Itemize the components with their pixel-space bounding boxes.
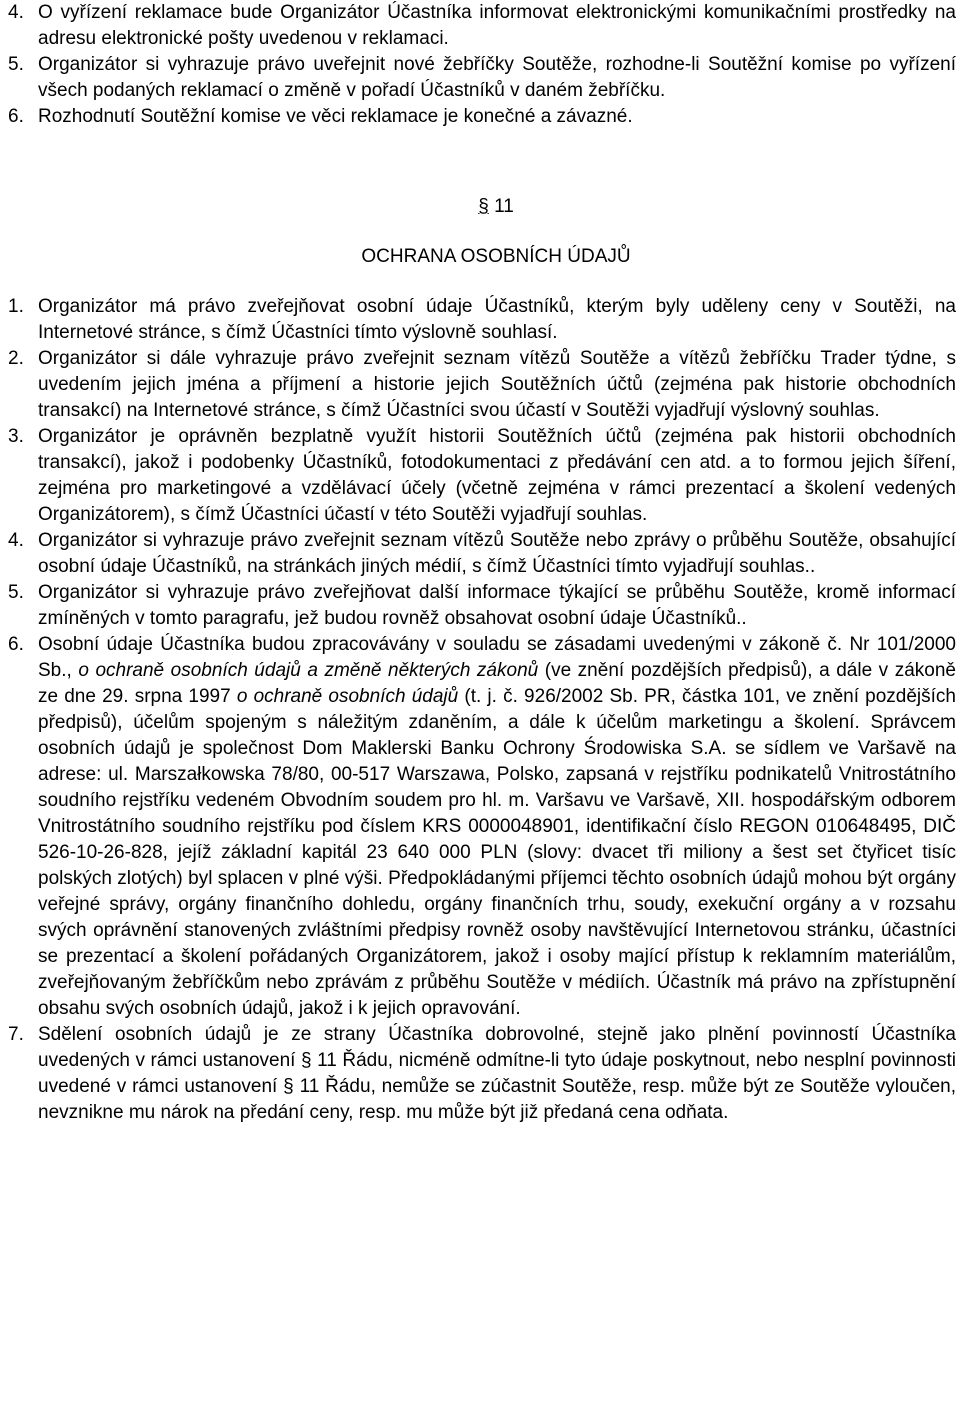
list-item-number: 7. xyxy=(8,1024,24,1045)
list-item xyxy=(8,424,956,528)
text-part: Osobní údaje Účastníka budou zpracovávány v souladu se zásadami uvedenými v zákoně č. Nr 101/2000 Sb., xyxy=(38,634,956,681)
list-item xyxy=(8,346,956,424)
list-item-number: 2. xyxy=(8,348,24,369)
list-item-text xyxy=(38,632,956,1022)
list-item-text: Organizátor si dále vyhrazuje právo zveřejnit seznam vítězů Soutěže a vítězů žebříčku Trader týdne, s uvedením jejich jména a příjmení a historie jejich Soutěžních účtů (zejména pak historie obchodních transakcí) na Internetové stránce, s čímž Účastníci svou účastí v Soutěži vyjadřují výslovný souhlas. xyxy=(38,348,956,421)
section-sign: § xyxy=(478,196,489,217)
list-item-number: 3. xyxy=(8,426,24,447)
list-item-text: Sdělení osobních údajů je ze strany Účastníka dobrovolné, stejně jako plnění povinností Účastníka uvedených v rámci ustanovení § 11 Řádu, nicméně odmítne-li tyto údaje poskytnout, nebo nesplní povinnosti uvedené v rámci ustanovení § 11 Řádu, nemůže se zúčastnit Soutěže, resp. může být ze Soutěže vyloučen, nevznikne mu nárok na předání ceny, resp. mu může být již předaná cena odňata. xyxy=(38,1024,956,1123)
list-item xyxy=(8,0,956,52)
list-item-number: 4. xyxy=(8,2,24,23)
list-item xyxy=(8,632,956,1022)
list-item xyxy=(8,52,956,104)
list-item-number: 6. xyxy=(8,634,24,655)
section-number-text: 11 xyxy=(494,196,514,217)
list-item xyxy=(8,294,956,346)
list-item xyxy=(8,528,956,580)
section-title: OCHRANA OSOBNÍCH ÚDAJŮ xyxy=(361,246,631,267)
section-number xyxy=(8,194,956,220)
list-item-number: 1. xyxy=(8,296,24,317)
list-item-number: 5. xyxy=(8,54,24,75)
list-item xyxy=(8,104,956,130)
law-title: o ochraně osobních údajů a změně některých zákonů xyxy=(78,660,539,681)
list-item xyxy=(8,1022,956,1126)
list-item xyxy=(8,580,956,632)
list-item-text: Organizátor je oprávněn bezplatně využít historii Soutěžních účtů (zejména pak historii obchodních transakcí), jakož i podobenky Účastníků, fotodokumentaci z předávání cen atd. a to formou jejich šíření, zejména pro marketingové a vzdělávací účely (včetně zejména v rámci prezentací a školení vedených Organizátorem), s čímž Účastníci účastí v této Soutěži vyjadřují souhlas. xyxy=(38,426,956,525)
law-title: o ochraně osobních údajů xyxy=(236,686,459,707)
list-item-number: 5. xyxy=(8,582,24,603)
document-page xyxy=(8,0,956,1126)
list-item-text: Organizátor si vyhrazuje právo uveřejnit nové žebříčky Soutěže, rozhodne-li Soutěžní komise po vyřízení všech podaných reklamací o změně v pořadí Účastníků v daném žebříčku. xyxy=(38,54,956,101)
text-part: (t. j. č. 926/2002 Sb. PR, částka 101, ve znění pozdějších předpisů), účelům spojeným s náležitým zdaněním, a dále k účelům marketingu a školení. Správcem osobních údajů je společnost Dom Maklerski Banku Ochrony Środowiska S.A. se sídlem ve Varšavě na adrese: ul. Marszałkowska 78/80, 00-517 Warszawa, Polsko, zapsaná v rejstříku podnikatelů Vnitrostátního soudního rejstříku vedeném Obvodním soudem pro hl. m. Varšavu ve Varšavě, XII. hospodářským odborem Vnitrostátního soudního rejstříku pod číslem KRS 0000048901, identifikační číslo REGON 010648495, DIČ 526-10-26-828, jejíž základní kapitál 23 640 000 PLN (slovy: dvacet tři miliony a šest set čtyřicet tisíc polských zlotých) byl splacen v plné výši. Předpokládanými příjemci těchto osobních údajů mohou být orgány veřejné správy, orgány finančního dohledu, orgány finančních trhu, soudy, exekuční orgány a v rozsahu svých oprávnění stanovených zvláštními předpisy rovněž osoby navštěvující Internetovou stránku, účastníci se prezentací a školení pořádaných Organizátorem, jakož i osoby mající přístup k reklamním materiálům, zveřejňovaným žebříčkům nebo zprávám z průběhu Soutěže v médiích. Účastník má právo na zpřístupnění obsahu svých osobních údajů, jakož i k jejich opravování. xyxy=(38,686,956,1019)
text-part: (ve znění pozdějších předpisů), a dále v zákoně ze dne 29. srpna 1997 xyxy=(38,660,956,707)
list-item-text: Organizátor má právo zveřejňovat osobní údaje Účastníků, kterým byly uděleny ceny v Soutěži, na Internetové stránce, s čímž Účastníci tímto výslovně souhlasí. xyxy=(38,296,956,343)
list-item-text: Organizátor si vyhrazuje právo zveřejňovat další informace týkající se průběhu Soutěže, kromě informací zmíněných v tomto paragrafu, jež budou rovněž obsahovat osobní údaje Účastníků.. xyxy=(38,582,956,629)
list-item-text: Rozhodnutí Soutěžní komise ve věci reklamace je konečné a závazné. xyxy=(38,106,633,127)
list-item-number: 6. xyxy=(8,106,24,127)
list-item-text: O vyřízení reklamace bude Organizátor Účastníka informovat elektronickými komunikačními prostředky na adresu elektronické pošty uvedenou v reklamaci. xyxy=(38,2,956,49)
list-item-number: 4. xyxy=(8,530,24,551)
list-item-text: Organizátor si vyhrazuje právo zveřejnit seznam vítězů Soutěže nebo zprávy o průběhu Soutěže, obsahující osobní údaje Účastníků, na stránkách jiných médií, s čímž Účastníci tímto vyjadřují souhlas.. xyxy=(38,530,956,577)
